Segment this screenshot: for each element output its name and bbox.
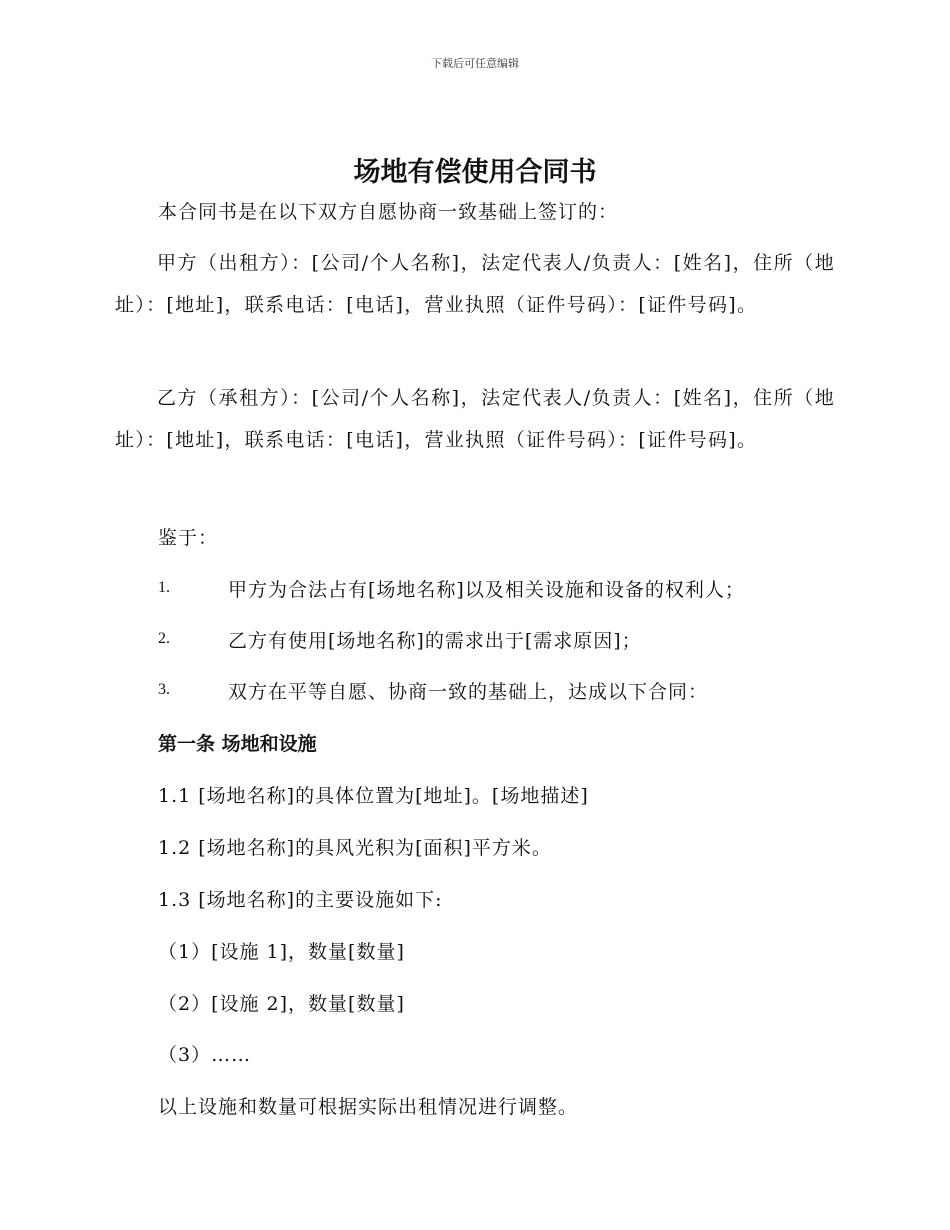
whereas-label: 鉴于： xyxy=(158,527,219,549)
intro-paragraph: 本合同书是在以下双方自愿协商一致基础上签订的： xyxy=(158,201,619,223)
list-item-text: 乙方有使用[场地名称]的需求出于[需求原因]； xyxy=(228,630,642,652)
list-item: （3）…… xyxy=(158,1044,252,1066)
list-item-text: 甲方为合法占有[场地名称]以及相关设施和设备的权利人； xyxy=(228,579,745,601)
list-item-number: 3. xyxy=(158,681,170,698)
document-title: 场地有偿使用合同书 xyxy=(353,157,597,188)
list-item-number: 1. xyxy=(158,579,170,596)
header-note: 下载后可任意编辑 xyxy=(431,57,519,70)
clause-1-2: 1.2 [场地名称]的具风光积为[面积]平方米。 xyxy=(158,837,552,859)
party-a-paragraph: 甲方（出租方）：[公司/个人名称]，法定代表人/负责人：[姓名]，住所（地址）：[地址]，联系电话：[电话]，营业执照（证件号码）：[证件号码]。 xyxy=(115,252,835,316)
clause-1-3: 1.3 [场地名称]的主要设施如下: xyxy=(158,889,443,911)
party-b-paragraph: 乙方（承租方）：[公司/个人名称]，法定代表人/负责人：[姓名]，住所（地址）：[地址]，联系电话：[电话]，营业执照（证件号码）：[证件号码]。 xyxy=(115,387,835,451)
article-1-heading: 第一条 场地和设施 xyxy=(158,733,317,755)
facility-adjustment-note: 以上设施和数量可根据实际出租情况进行调整。 xyxy=(158,1096,579,1118)
list-item: （2）[设施 2]，数量[数量] xyxy=(158,993,405,1015)
list-item-text: 双方在平等自愿、协商一致的基础上，达成以下合同： xyxy=(228,681,709,703)
list-item: （1）[设施 1]，数量[数量] xyxy=(158,941,405,963)
list-item-number: 2. xyxy=(158,630,170,647)
clause-1-1: 1.1 [场地名称]的具体位置为[地址]。[场地描述] xyxy=(158,785,589,807)
